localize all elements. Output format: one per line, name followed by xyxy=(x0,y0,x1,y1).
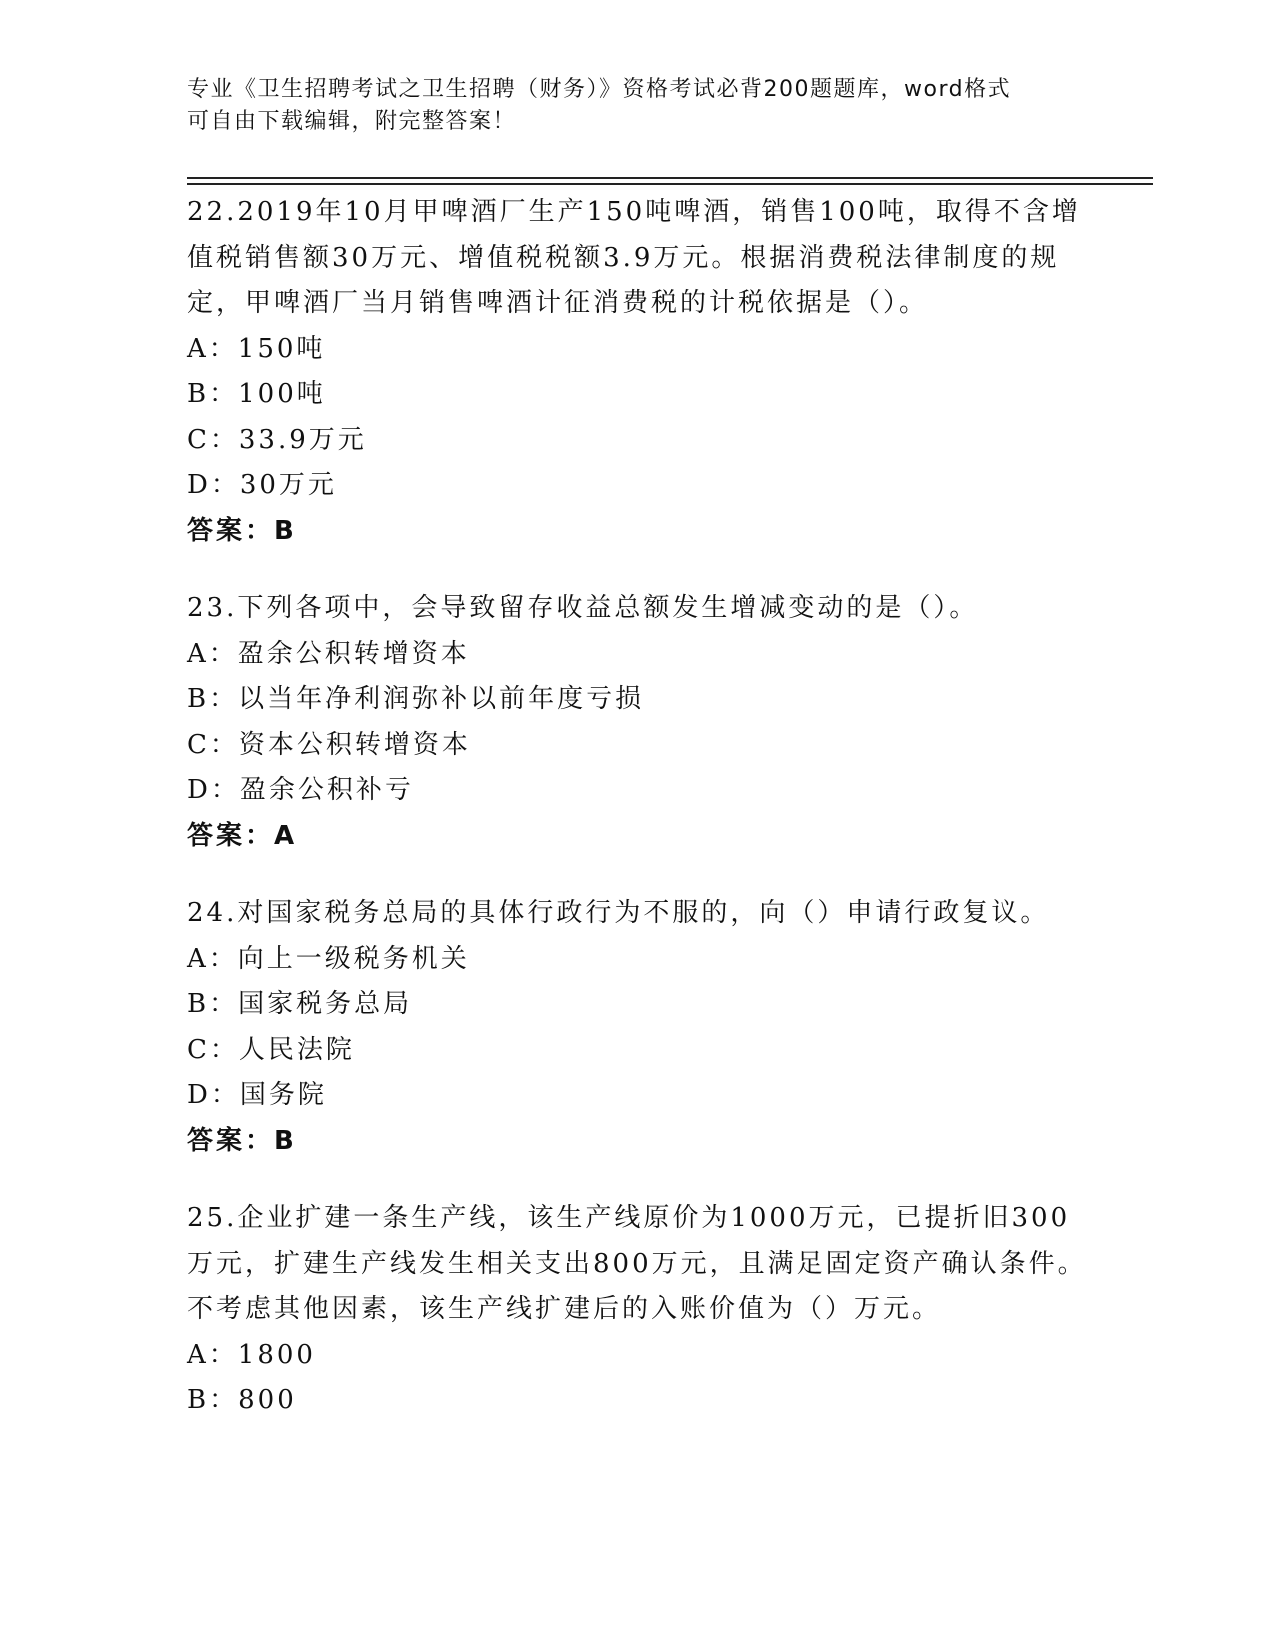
question-23 xyxy=(187,586,1087,859)
answer: 答案：A xyxy=(187,820,298,851)
option-c: C：33.9万元 xyxy=(187,424,367,455)
header-line-2: 可自由下载编辑，附完整答案！ xyxy=(187,109,517,134)
option-a: A：150吨 xyxy=(187,333,326,364)
header-line-1: 专业《卫生招聘考试之卫生招聘（财务）》资格考试必背200题题库，word格式 xyxy=(187,77,1012,102)
option-b: B：国家税务总局 xyxy=(187,989,413,1019)
option-a: A：向上一级税务机关 xyxy=(187,943,470,974)
option-d: D：30万元 xyxy=(187,470,337,500)
option-c: C：资本公积转增资本 xyxy=(187,729,471,760)
question-stem: 25.企业扩建一条生产线，该生产线原价为1000万元，已提折旧300万元，扩建生产线发生相关支出800万元，且满足固定资产确认条件。不考虑其他因素，该生产线扩建后的入账价值为（）万元。 xyxy=(187,1203,1087,1324)
question-stem: 22.2019年10月甲啤酒厂生产150吨啤酒，销售100吨，取得不含增值税销售额30万元、增值税税额3.9万元。根据消费税法律制度的规定，甲啤酒厂当月销售啤酒计征消费税的计税依据是（）。 xyxy=(187,197,1081,318)
option-d: D：国务院 xyxy=(187,1080,327,1110)
option-b: B：100吨 xyxy=(187,379,326,409)
question-22 xyxy=(187,190,1087,554)
question-24 xyxy=(187,891,1087,1164)
option-b: B：以当年净利润弥补以前年度亏损 xyxy=(187,684,645,714)
option-d: D：盈余公积补亏 xyxy=(187,775,414,805)
question-stem: 23.下列各项中，会导致留存收益总额发生增减变动的是（）。 xyxy=(187,593,979,623)
header-divider-bottom xyxy=(187,183,1153,185)
answer: 答案：B xyxy=(187,1125,297,1156)
document-header xyxy=(187,74,1087,138)
option-a: A：1800 xyxy=(187,1339,316,1370)
question-list xyxy=(187,190,1087,1456)
header-divider-top xyxy=(187,177,1153,179)
option-b: B：800 xyxy=(187,1385,297,1415)
question-stem: 24.对国家税务总局的具体行政行为不服的，向（）申请行政复议。 xyxy=(187,898,1050,928)
answer: 答案：B xyxy=(187,515,297,546)
option-a: A：盈余公积转增资本 xyxy=(187,638,470,669)
question-25 xyxy=(187,1196,1087,1424)
option-c: C：人民法院 xyxy=(187,1034,355,1065)
